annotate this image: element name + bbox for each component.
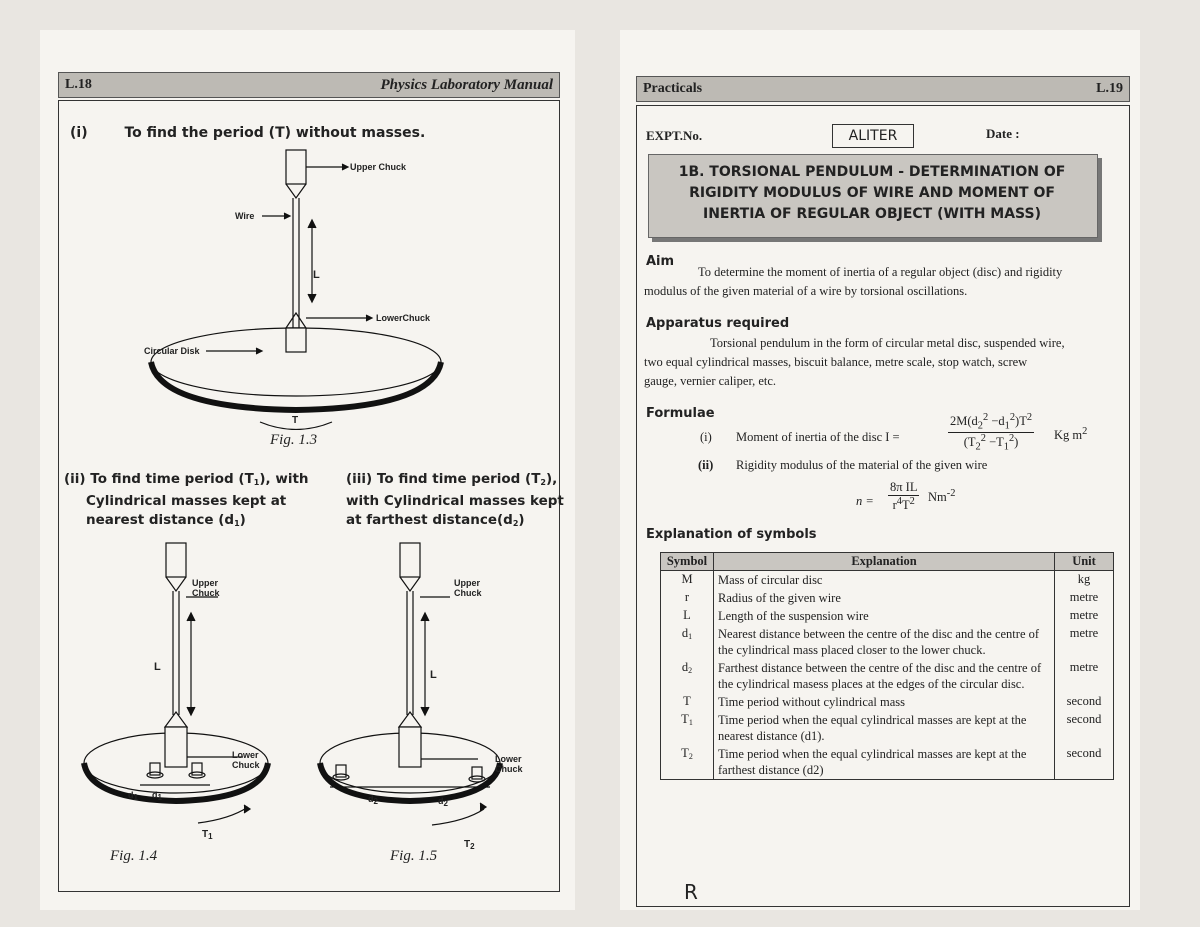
fig14-lower: Lower	[232, 750, 259, 760]
manual-title: Physics Laboratory Manual	[380, 77, 553, 93]
formula-1-fraction	[948, 412, 1034, 452]
symbol-cell: $T_2$	[661, 745, 714, 780]
fig14-t: T	[202, 829, 209, 840]
part-ii-line2: Cylindrical masses kept at	[86, 493, 287, 509]
fig15-chuck: Chuck	[454, 588, 482, 598]
aim-heading: Aim	[646, 254, 675, 269]
lower-chuck-label: LowerChuck	[376, 313, 431, 323]
unit-cell: second	[1066, 694, 1102, 708]
apparatus-text-line1: Torsional pendulum in the form of circular metal disc, suspended wire,	[710, 336, 1065, 350]
formula-1-denominator: $(T_2^2 -T_1^2)$	[963, 432, 1019, 453]
left-page	[40, 30, 575, 910]
fig-1-4-caption: Fig. 1.4	[110, 848, 158, 864]
title-line-2: RIGIDITY MODULUS OF WIRE AND MOMENT OF	[689, 185, 1055, 201]
fig14-d1-right: d1	[152, 790, 162, 802]
col-symbol: Symbol	[661, 553, 714, 571]
part-i-number: (i)	[70, 125, 88, 141]
fig15-upper-chuck-label	[454, 578, 482, 598]
formula-2-denominator: $r^4T^2$	[892, 496, 915, 513]
part-ii-line3: nearest distance (d	[86, 512, 235, 528]
unit-cell: metre	[1069, 660, 1099, 674]
fig14-lchuck: Chuck	[232, 760, 260, 770]
explanation-heading: Explanation of symbols	[646, 527, 817, 542]
part-ii-line1: (ii) To find time period (T	[64, 471, 254, 487]
col-unit: Unit	[1055, 553, 1114, 571]
fig14-chuck: Chuck	[192, 588, 220, 598]
period-t-label: T	[292, 415, 299, 426]
apparatus-text-line3: gauge, vernier caliper, etc.	[644, 374, 777, 388]
part-ii-heading	[64, 470, 309, 533]
explanation-cell: Time period without cylindrical mass	[714, 693, 1055, 711]
explanation-cell: Time period when the equal cylindrical masses are kept at the farthest distance (d2)	[714, 745, 1055, 780]
fig15-t: T	[464, 839, 471, 850]
formula-1-text: Moment of inertia of the disc I =	[736, 430, 900, 444]
explanation-cell: Mass of circular disc	[714, 571, 1055, 590]
date-label: Date :	[986, 126, 1020, 141]
wire-label: Wire	[235, 211, 255, 221]
aliter-badge: ALITER	[832, 124, 914, 148]
apparatus-heading: Apparatus required	[646, 316, 790, 331]
fig-1-3-diagram	[120, 140, 520, 430]
part-iii-line3: at farthest distance(d	[346, 512, 513, 528]
unit-cell: metre	[1069, 626, 1099, 640]
symbol-cell: $T_1$	[661, 711, 714, 745]
fig-1-5-diagram	[310, 535, 550, 835]
explanation-cell: Length of the suspension wire	[714, 607, 1055, 625]
fig14-d1-left: d1	[128, 790, 138, 802]
circular-disk-label: Circular Disk	[144, 346, 200, 356]
part-ii-sub3: 1	[234, 519, 240, 528]
part-iii-sub3: 2	[512, 519, 519, 528]
symbols-table-header	[661, 553, 1114, 571]
explanation-cell: Farthest distance between the centre of the disc and the centre of the cylindrical masess places at the edges of the circular disc.	[714, 659, 1055, 693]
symbols-table-body	[661, 571, 1114, 780]
right-page-number: L.19	[1096, 81, 1123, 96]
fig15-lower-chuck-label	[495, 754, 523, 774]
symbol-cell: $d_2$	[661, 659, 714, 693]
unit-cell: metre	[1069, 590, 1099, 604]
fig15-t2-label: $T_2$	[464, 839, 475, 851]
symbol-cell: M	[661, 571, 714, 590]
formula-1-number: (i)	[700, 430, 712, 444]
unit-cell: metre	[1069, 608, 1099, 622]
part-ii-sub: 1	[253, 478, 260, 487]
formula-2-numerator: 8π IL	[890, 480, 918, 494]
part-iii-sub: 2	[540, 478, 546, 487]
table-row	[661, 693, 1114, 711]
fig15-d2-right: d2	[438, 796, 448, 808]
fig14-d1a: d	[128, 790, 134, 800]
formula-2-unit-text: Nm	[928, 490, 947, 505]
formula-2-text: Rigidity modulus of the material of the given wire	[736, 458, 988, 472]
part-iii-heading	[346, 470, 564, 533]
aim-text-line2: modulus of the given material of a wire by torsional oscillations.	[644, 284, 968, 298]
title-line-3: INERTIA OF REGULAR OBJECT (WITH MASS)	[703, 206, 1041, 222]
fig-1-5-caption: Fig. 1.5	[390, 848, 438, 864]
formula-2-fraction	[888, 480, 919, 513]
symbol-cell: r	[661, 589, 714, 607]
fig15-length-label: L	[430, 669, 437, 681]
col-explanation: Explanation	[714, 553, 1055, 571]
fig14-upper: Upper	[192, 578, 219, 588]
handwritten-mark: R	[684, 880, 698, 904]
fig14-lower-chuck-label	[232, 750, 260, 770]
table-row	[661, 659, 1114, 693]
table-row	[661, 571, 1114, 590]
unit-cell: kg	[1077, 572, 1091, 586]
table-row	[661, 607, 1114, 625]
explanation-cell: Time period when the equal cylindrical masses are kept at the nearest distance (d1).	[714, 711, 1055, 745]
part-ii-line1b: ), with	[259, 471, 309, 487]
table-row	[661, 711, 1114, 745]
part-iii-line2: with Cylindrical masses kept	[346, 493, 564, 509]
fig15-d2b: d	[438, 796, 444, 806]
formula-1-numerator: $2M(d_2^2 -d_1^2)T^2$	[950, 412, 1033, 432]
table-row	[661, 745, 1114, 780]
formula-2-number: (ii)	[698, 458, 714, 472]
apparatus-text-line2: two equal cylindrical masses, biscuit balance, metre scale, stop watch, screw	[644, 355, 1028, 369]
table-row	[661, 589, 1114, 607]
fig15-lower: Lower	[495, 754, 522, 764]
explanation-cell: Radius of the given wire	[714, 589, 1055, 607]
right-page	[620, 30, 1140, 910]
fig14-d1b: d	[152, 790, 158, 800]
part-iii-line1b: ),	[546, 471, 558, 487]
right-section-label: Practicals	[643, 81, 703, 96]
fig15-upper: Upper	[454, 578, 481, 588]
right-header-bar	[636, 76, 1130, 102]
unit-cell: second	[1066, 746, 1102, 760]
fig-1-3-caption: Fig. 1.3	[270, 432, 318, 448]
fig15-lchuck: Chuck	[495, 764, 523, 774]
symbol-cell: L	[661, 607, 714, 625]
length-label: L	[313, 269, 320, 281]
symbols-table	[660, 552, 1114, 780]
formula-1-unit-text: Kg m	[1054, 428, 1083, 443]
upper-chuck-label: Upper Chuck	[350, 162, 407, 172]
unit-cell: second	[1066, 712, 1102, 726]
formulae-heading: Formulae	[646, 406, 715, 421]
fig14-upper-chuck-label	[192, 578, 220, 598]
fig14-t1-label: $T_1$	[202, 829, 213, 841]
fig15-d2a: d	[368, 794, 374, 804]
left-page-number: L.18	[65, 77, 92, 92]
title-line-1: 1B. TORSIONAL PENDULUM - DETERMINATION OF	[678, 164, 1066, 180]
part-iii-line3b: )	[518, 512, 525, 528]
fig-1-4-diagram	[68, 535, 308, 835]
fig14-length-label: L	[154, 661, 161, 673]
formula-1-unit: Kg $m^2$	[1054, 426, 1088, 443]
experiment-title	[648, 162, 1096, 225]
explanation-cell: Nearest distance between the centre of the disc and the centre of the cylindrical mass placed closer to the lower chuck.	[714, 625, 1055, 659]
fig15-d2-left: d2	[368, 794, 378, 806]
symbol-cell: T	[661, 693, 714, 711]
formula-2-unit: $Nm^{-2}$	[928, 488, 956, 505]
table-row	[661, 625, 1114, 659]
part-i-text: To find the period (T) without masses.	[124, 125, 426, 141]
formula-2-lhs: n =	[856, 494, 874, 508]
part-i-heading	[70, 125, 425, 141]
left-header-bar	[58, 72, 560, 98]
part-iii-line1: (iii) To find time period (T	[346, 471, 541, 487]
part-ii-line3b: )	[239, 512, 246, 528]
expt-number-label: EXPT.No.	[646, 128, 703, 143]
aim-text-line1: To determine the moment of inertia of a regular object (disc) and rigidity	[698, 265, 1063, 279]
symbol-cell: $d_1$	[661, 625, 714, 659]
